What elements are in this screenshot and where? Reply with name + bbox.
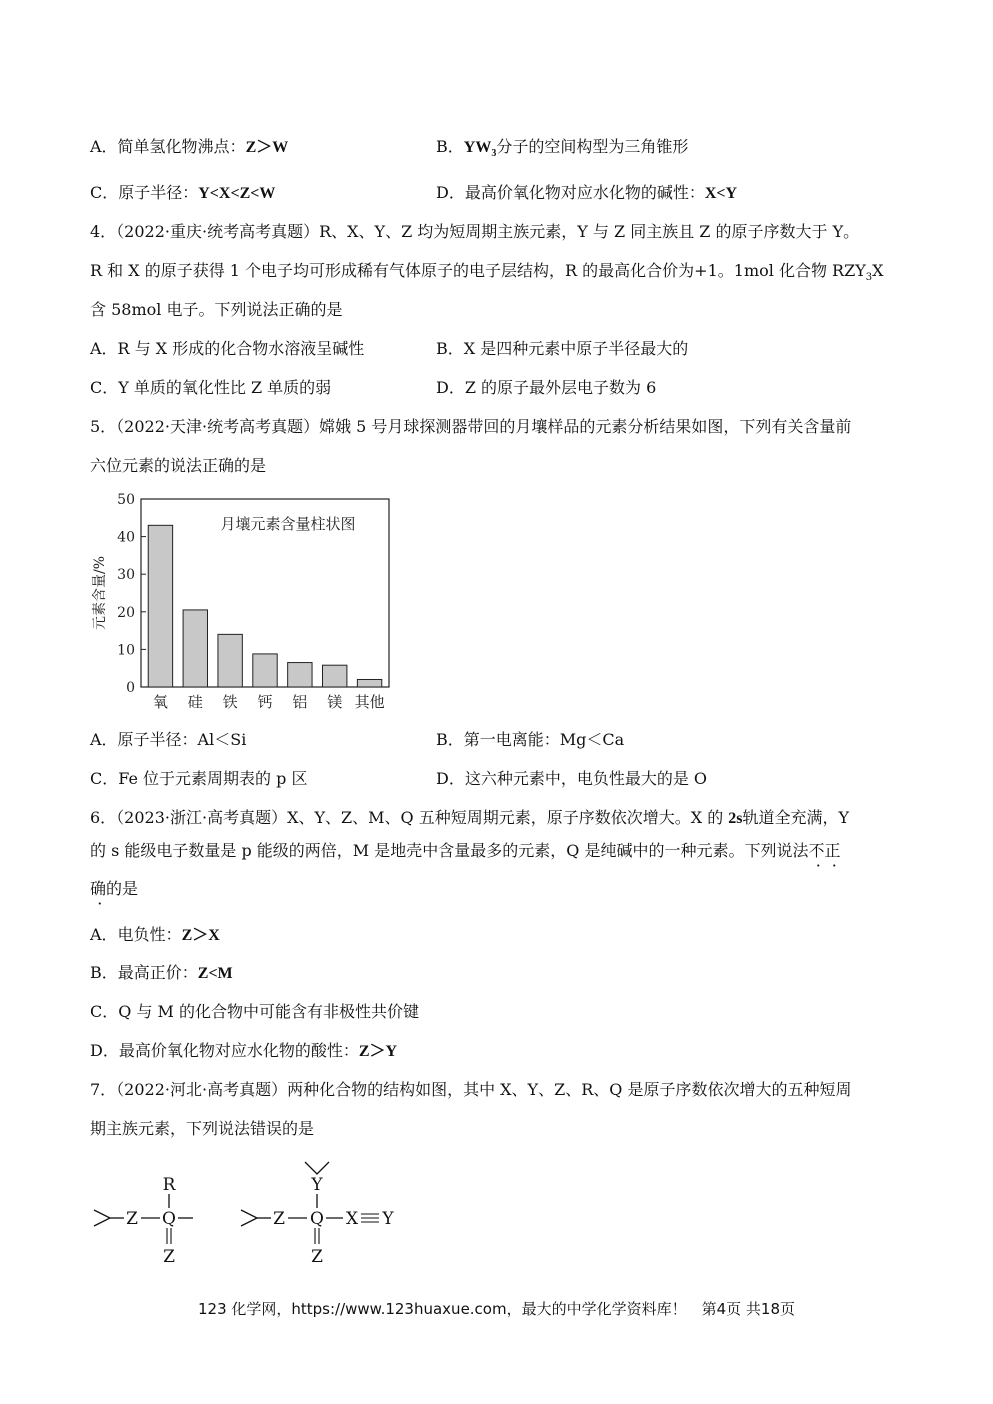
atom-z: Z: [273, 1209, 285, 1229]
q3-option-a: [90, 136, 288, 159]
bar-1: [183, 610, 207, 687]
q6-stem-line3-tail: 的是: [106, 879, 139, 898]
q4-option-a: A．R 与 X 形成的化合物水溶液呈碱性: [90, 339, 365, 358]
q6-option-d-label: D．最高价氧化物对应水化物的酸性：: [90, 1041, 359, 1060]
q3-option-b-formula: YW: [463, 139, 492, 156]
bar-6: [357, 679, 381, 687]
q4-stem-line3: 含 58mol 电子。下列说法正确的是: [90, 300, 343, 319]
structure-1: [94, 1175, 193, 1267]
q6-option-d-formula: Z＞Y: [358, 1043, 398, 1060]
atom-y-top: Y: [311, 1175, 323, 1195]
q6-option-b: [90, 962, 233, 985]
q4-stem-line1: 4．（2022·重庆·统考高考真题）R、X、Y、Z 均为短周期主族元素，Y 与 Z 同主族且 Z 的原子序数大于 Y。: [90, 222, 860, 241]
q6-emphasis-zheng: 正: [824, 841, 841, 860]
q6-option-a-label: A．电负性：: [90, 925, 182, 944]
x-category-label: 硅: [187, 693, 203, 711]
q6-option-b-label: B．最高正价：: [90, 963, 198, 982]
q6-option-c: C．Q 与 M 的化合物中可能含有非极性共价键: [90, 1002, 420, 1021]
y-tick-label: 40: [117, 529, 135, 546]
q4-stem-line2: [90, 260, 884, 289]
q3-option-d-label: D．最高价氧化物对应水化物的碱性：: [436, 183, 705, 202]
isopropyl-bond-1: [94, 1210, 110, 1226]
q6-stem-line1: [90, 807, 849, 830]
atom-z-bottom: Z: [311, 1247, 323, 1267]
y-tick-label: 20: [117, 604, 135, 621]
y-axis-ticks: [117, 492, 146, 696]
q3-option-b-sub: 3: [491, 148, 497, 160]
q6-option-b-formula: Z<M: [197, 965, 233, 982]
q4-option-c: C．Y 单质的氧化性比 Z 单质的弱: [90, 378, 332, 397]
q4-stem-line2-text: R 和 X 的原子获得 1 个电子均可形成稀有气体原子的电子层结构，R 的最高化合价为+1。1mol 化合物 RZY: [90, 261, 866, 280]
y-tick-label: 50: [117, 492, 135, 508]
q6-stem-line1-bold: 2s: [728, 810, 743, 827]
x-axis-labels: [153, 693, 385, 711]
q6-stem-line1-tail: 轨道全充满，Y: [742, 808, 850, 827]
q6-option-a-formula: Z＞X: [181, 927, 220, 944]
bars: [148, 525, 382, 687]
q6-option-a: [90, 924, 220, 947]
atom-r: R: [162, 1175, 176, 1195]
x-category-label: 铁: [222, 693, 238, 711]
q3-option-b-label: B．: [436, 137, 464, 156]
atom-x: X: [345, 1209, 359, 1229]
structure-2: [241, 1162, 394, 1267]
x-category-label: 氧: [152, 693, 168, 711]
q5-option-b: B．第一电离能：Mg＜Ca: [436, 730, 625, 749]
y-tick-label: 0: [126, 680, 135, 696]
page-footer: 123 化学网，https://www.123huaxue.com，最大的中学化学资料库！ 第4页 共18页: [197, 1300, 795, 1318]
q3-option-b: [436, 136, 688, 165]
q6-emphasis-que: 确: [90, 879, 107, 898]
x-category-label: 钙: [257, 693, 273, 711]
q3-option-c-formula: Y<X<Z<W: [198, 185, 276, 202]
q6-stem-line3: [90, 878, 138, 900]
q3-option-d: [436, 182, 737, 205]
atom-z: Z: [126, 1209, 138, 1229]
q3-option-a-formula: Z＞W: [245, 139, 289, 156]
x-category-label: 镁: [327, 693, 343, 711]
q7-stem-line2: 期主族元素，下列说法错误的是: [90, 1119, 315, 1138]
q4-option-d: D．Z 的原子最外层电子数为 6: [436, 378, 657, 397]
isopropyl-bond-2: [241, 1210, 257, 1226]
q3-option-c: [90, 182, 275, 205]
x-category-label: 铝: [292, 693, 308, 711]
atom-y-terminal: Y: [382, 1209, 394, 1229]
q6-stem-line2-text: 的 s 能级电子数量是 p 能级的两倍，M 是地壳中含量最多的元素，Q 是纯碱中的一种元素。下列说法: [90, 841, 809, 860]
q7-stem-line1: 7．（2022·河北·高考真题）两种化合物的结构如图，其中 X、Y、Z、R、Q 是原子序数依次增大的五种短周: [90, 1080, 852, 1099]
q5-stem-line1: 5．（2022·天津·统考高考真题）嫦娥 5 号月球探测器带回的月壤样品的元素分析结果如图，下列有关含量前: [90, 417, 852, 436]
bar-2: [218, 634, 242, 687]
q6-stem-line2: [90, 840, 841, 862]
q6-stem-line1-text: 6．（2023·浙江·高考真题）X、Y、Z、M、Q 五种短周期元素，原子序数依次增大。X 的: [90, 808, 729, 827]
q3-option-d-formula: X<Y: [704, 185, 738, 202]
bar-5: [323, 665, 347, 687]
q4-stem-line2-tail: X: [872, 261, 884, 280]
q6-emphasis-bu: 不: [808, 841, 825, 860]
q5-stem-line2: 六位元素的说法正确的是: [90, 456, 267, 475]
y-tick-label: 30: [117, 567, 135, 584]
bar-4: [288, 663, 312, 687]
x-category-label: 其他: [354, 693, 385, 711]
bar-3: [253, 654, 277, 687]
q5-option-c: C．Fe 位于元素周期表的 p 区: [90, 769, 308, 788]
q3-option-b-tail: 分子的空间构型为三角锥形: [496, 137, 689, 156]
isopropyl-bond-top: [305, 1162, 329, 1174]
atom-q: Q: [162, 1209, 176, 1229]
q4-stem-line2-sub: 3: [865, 272, 873, 284]
q6-option-d: [90, 1040, 397, 1063]
q4-option-b: B．X 是四种元素中原子半径最大的: [436, 339, 689, 358]
y-axis-label: 元素含量/%: [92, 555, 108, 631]
chemical-structures: [88, 1156, 418, 1268]
y-tick-label: 10: [117, 642, 135, 659]
q5-option-d: D．这六种元素中，电负性最大的是 O: [436, 769, 708, 788]
chart-title: 月壤元素含量柱状图: [220, 515, 356, 533]
q3-option-c-label: C．原子半径：: [90, 183, 199, 202]
bar-0: [148, 525, 172, 687]
q5-option-a: A．原子半径：Al＜Si: [90, 730, 247, 749]
atom-z-bottom: Z: [163, 1247, 175, 1267]
moon-soil-bar-chart: [88, 490, 408, 718]
atom-q: Q: [310, 1209, 324, 1229]
q3-option-a-label: A．简单氢化物沸点：: [90, 137, 246, 156]
